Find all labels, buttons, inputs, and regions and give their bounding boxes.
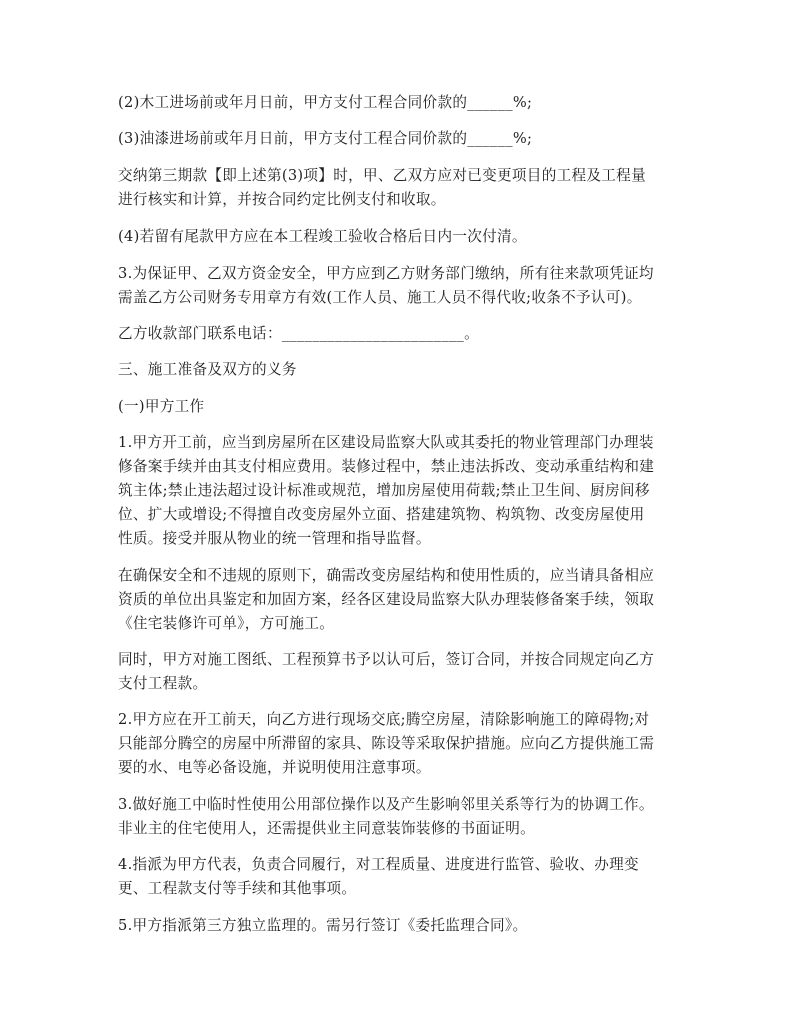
text-line: 2.甲方应在开工前天，向乙方进行现场交底;腾空房屋，清除影响施工的障碍物;对 [118, 711, 650, 728]
paragraph-paint-payment [118, 127, 684, 151]
text-line: (4)若留有尾款甲方应在本工程竣工验收合格后日内一次付清。 [118, 228, 527, 245]
paragraph-party-a-item-5 [118, 914, 684, 938]
paragraph-approve-drawings [118, 648, 684, 696]
text-line: (3)油漆进场前或年月日前，甲方支付工程合同价款的______%; [118, 130, 533, 147]
paragraph-party-a-item-2 [118, 708, 684, 780]
text-line: 交纳第三期款【即上述第(3)项】时，甲、乙双方应对已变更项目的工程及工程量 [118, 167, 646, 184]
paragraph-fund-security [118, 262, 684, 310]
text-line: 支付工程款。 [118, 675, 208, 692]
text-line: 1.甲方开工前，应当到房屋所在区建设局监察大队或其委托的物业管理部门办理装 [118, 434, 654, 451]
text-line: 更、工程款支付等手续和其他事项。 [118, 880, 357, 897]
paragraph-wood-payment [118, 91, 684, 115]
text-line: 3.做好施工中临时性使用公用部位操作以及产生影响邻里关系等行为的协调工作。 [118, 796, 654, 813]
text-line: (一)甲方工作 [118, 398, 205, 415]
text-line: 位、扩大或增设;不得擅自改变房屋外立面、搭建建筑物、构筑物、改变房屋使用 [118, 506, 645, 523]
text-line: 进行核实和计算，并按合同约定比例支付和收取。 [118, 191, 446, 208]
text-line: 《住宅装修许可单》，方可施工。 [118, 615, 335, 632]
paragraph-party-a-item-4 [118, 853, 684, 901]
text-line: 只能部分腾空的房屋中所滞留的家具、陈设等采取保护措施。应向乙方提供施工需 [118, 735, 655, 752]
text-line: 3.为保证甲、乙双方资金安全，甲方应到乙方财务部门缴纳，所有往来款项凭证均 [118, 265, 654, 282]
text-line: (2)木工进场前或年月日前，甲方支付工程合同价款的______%; [118, 94, 533, 111]
text-line: 要的水、电等必备设施，并说明使用注意事项。 [118, 759, 431, 776]
paragraph-contact-phone [118, 322, 684, 346]
text-line: 非业主的住宅使用人，还需提供业主同意装饰装修的书面证明。 [118, 820, 536, 837]
text-line: 4.指派为甲方代表，负责合同履行，对工程质量、进度进行监管、验收、办理变 [118, 856, 639, 873]
text-line: 三、施工准备及双方的义务 [118, 361, 297, 378]
paragraph-party-a-item-1 [118, 431, 684, 551]
text-line: 同时，甲方对施工图纸、工程预算书予以认可后，签订合同，并按合同规定向乙方 [118, 651, 655, 668]
section-heading-obligations [118, 358, 684, 382]
text-line: 资质的单位出具鉴定和加固方案，经各区建设局监察大队办理装修备案手续，领取 [118, 591, 655, 608]
paragraph-party-a-item-3 [118, 793, 684, 841]
text-line: 需盖乙方公司财务专用章方有效(工作人员、施工人员不得代收;收条不予认可)。 [118, 289, 642, 306]
text-line: 修备案手续并由其支付相应费用。装修过程中，禁止违法拆改、变动承重结构和建 [118, 458, 655, 475]
paragraph-final-payment [118, 225, 684, 249]
subsection-heading-party-a [118, 395, 684, 419]
text-line: 5.甲方指派第三方独立监理的。需另行签订《委托监理合同》。 [118, 917, 528, 934]
text-line: 性质。接受并服从物业的统一管理和指导监督。 [118, 530, 431, 547]
paragraph-structure-change [118, 564, 684, 636]
paragraph-third-installment [118, 164, 684, 212]
text-line: 筑主体;禁止违法超过设计标准或规范，增加房屋使用荷载;禁止卫生间、厨房间移 [118, 482, 650, 499]
text-line: 在确保安全和不违规的原则下，确需改变房屋结构和使用性质的，应当请具备相应 [118, 567, 655, 584]
text-line: 乙方收款部门联系电话：________________________。 [118, 325, 480, 342]
